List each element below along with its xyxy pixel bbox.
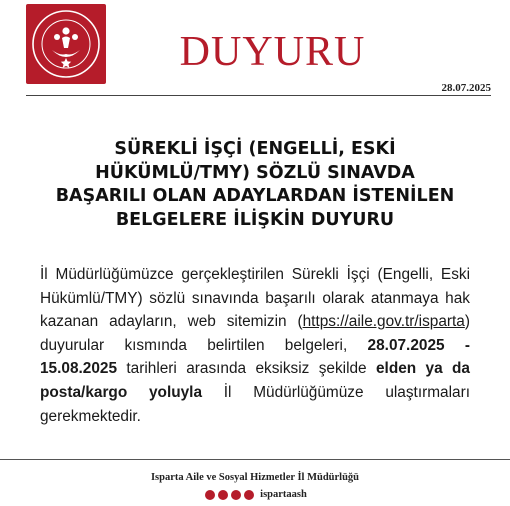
body-text: İl Müdürlüğümüze ulaştırmaları gerekmektedir. <box>40 383 470 425</box>
website-link[interactable]: https://aile.gov.tr/isparta <box>302 313 465 331</box>
date-range: 28.07.2025 - 15.08.2025 <box>40 336 470 378</box>
social-handle: ispartaash <box>260 489 307 500</box>
ministry-emblem-icon <box>26 4 106 84</box>
facebook-icon[interactable] <box>205 490 215 500</box>
x-icon[interactable] <box>231 490 241 500</box>
delivery-method: elden ya da posta/kargo yoluyla <box>40 360 470 401</box>
title-line: SÜREKLİ İŞÇİ (ENGELLİ, ESKİ <box>114 139 396 159</box>
body-text: tarihleri arasında eksiksiz şekilde <box>117 360 376 378</box>
title-line: BAŞARILI OLAN ADAYLARDAN İSTENİLEN <box>55 186 455 206</box>
announcement-body <box>40 263 470 428</box>
announcement-title <box>20 138 490 232</box>
announcement-date: 28.07.2025 <box>441 82 491 94</box>
header-divider <box>26 95 491 96</box>
footer-org-name: Isparta Aile ve Sosyal Hizmetler İl Müdürlüğü <box>150 472 360 483</box>
youtube-icon[interactable] <box>244 490 254 500</box>
instagram-icon[interactable] <box>218 490 228 500</box>
title-line: BELGELERE İLİŞKİN DUYURU <box>115 209 395 230</box>
body-text: İl Müdürlüğümüzce gerçekleştirilen Sürekli İşçi (Engelli, Eski Hükümlü/TMY) sözlü sınavında başarılı olarak atanmaya hak kazanan adayların, web sitemizin ( <box>40 266 470 331</box>
title-line: HÜKÜMLÜ/TMY) SÖZLÜ SINAVDA <box>95 162 415 183</box>
footer-divider <box>0 459 510 460</box>
ministry-logo <box>26 4 106 84</box>
announcement-heading: DUYURU <box>179 29 366 75</box>
body-text: ) duyurular kısmında belirtilen belgeleri, <box>40 313 470 354</box>
social-links <box>0 489 510 500</box>
